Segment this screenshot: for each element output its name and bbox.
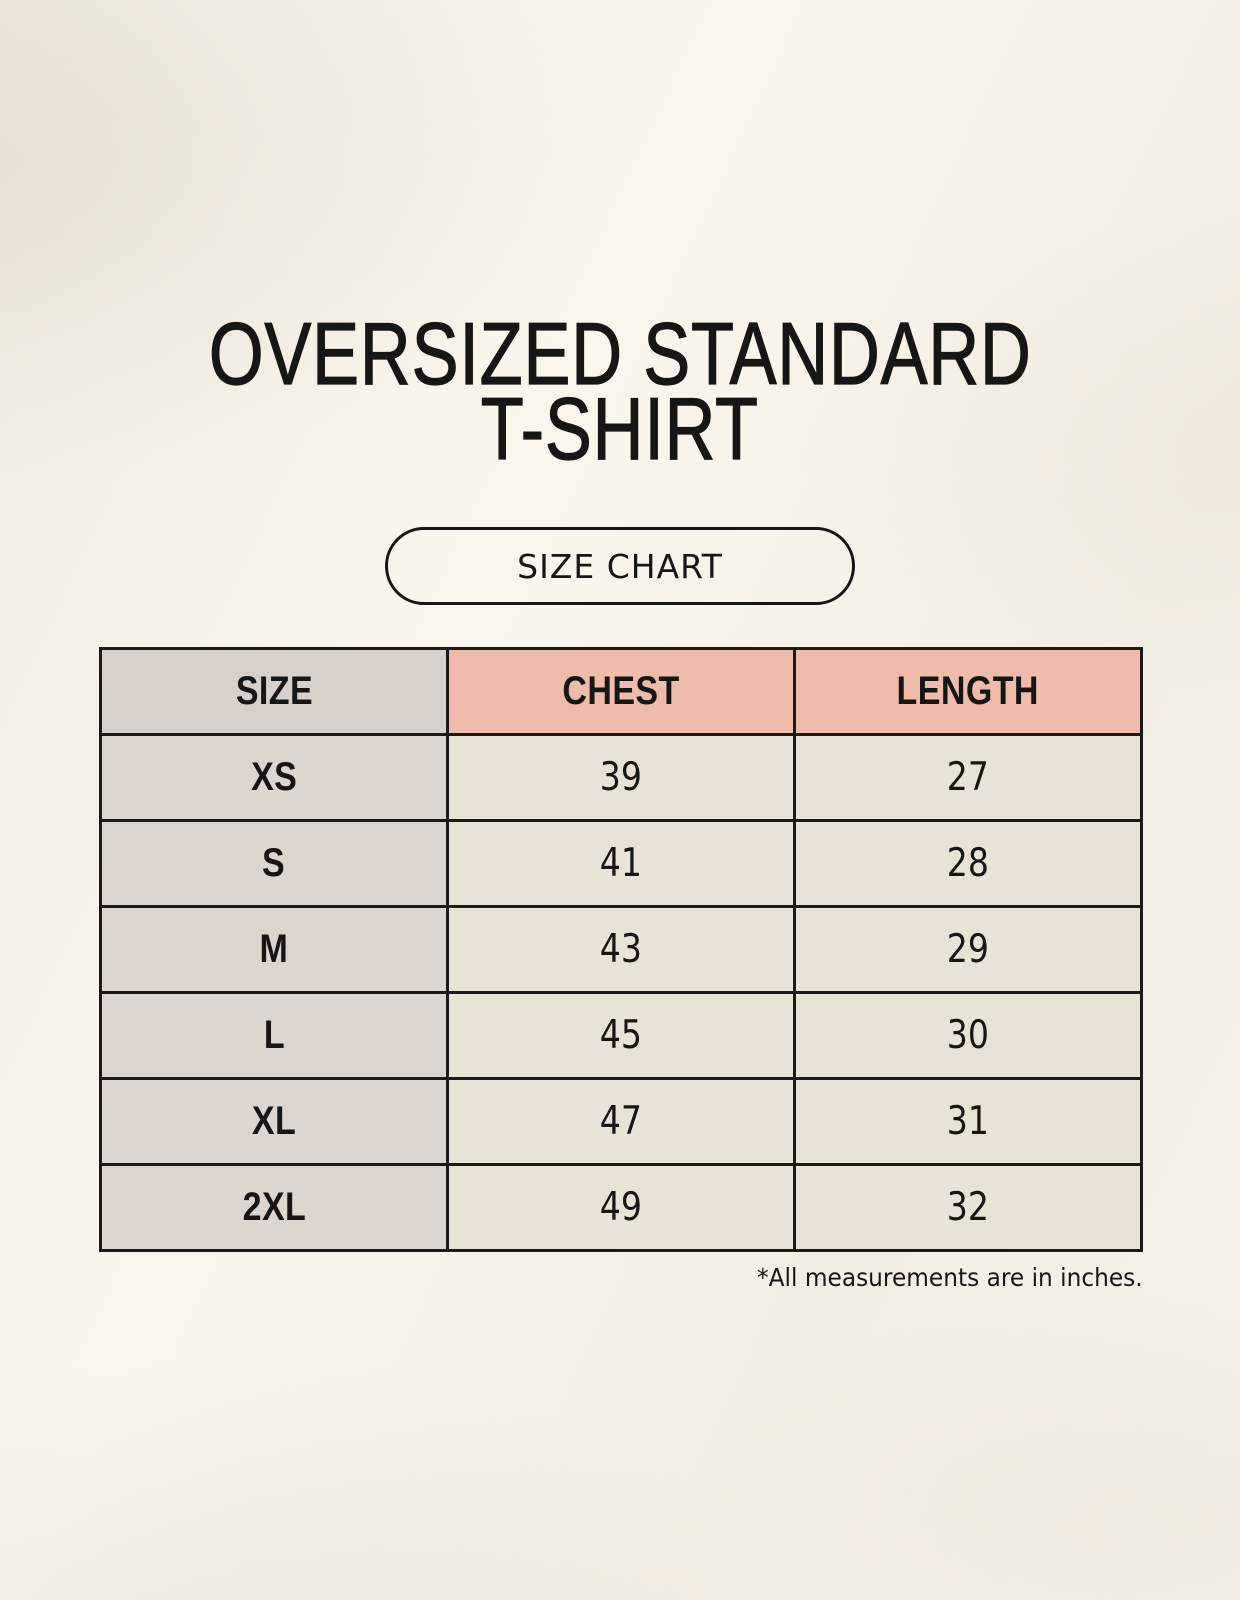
- size-label-l: L: [102, 994, 446, 1077]
- chest-value-m: 43: [449, 908, 793, 991]
- chest-value-xl: 47: [449, 1080, 793, 1163]
- size-chart-button-label: SIZE CHART: [517, 546, 723, 586]
- chest-value-s: 41: [449, 822, 793, 905]
- length-value-m: 29: [796, 908, 1140, 991]
- chest-value-2xl: 49: [449, 1166, 793, 1249]
- table-header-size: SIZE: [102, 650, 446, 733]
- page-title-line-1: OVERSIZED STANDARD: [208, 304, 1032, 403]
- page-title-line-2: T-SHIRT: [480, 379, 760, 478]
- size-label-m: M: [102, 908, 446, 991]
- length-value-xs: 27: [796, 736, 1140, 819]
- size-label-s: S: [102, 822, 446, 905]
- length-value-l: 30: [796, 994, 1140, 1077]
- size-chart-button[interactable]: [385, 527, 855, 605]
- chest-value-l: 45: [449, 994, 793, 1077]
- measurements-footnote: *All measurements are in inches.: [757, 1263, 1143, 1292]
- size-label-xs: XS: [102, 736, 446, 819]
- size-label-xl: XL: [102, 1080, 446, 1163]
- size-table: [99, 647, 1143, 1252]
- table-header-chest: CHEST: [449, 650, 793, 733]
- length-value-xl: 31: [796, 1080, 1140, 1163]
- table-header-length: LENGTH: [796, 650, 1140, 733]
- length-value-s: 28: [796, 822, 1140, 905]
- length-value-2xl: 32: [796, 1166, 1140, 1249]
- chest-value-xs: 39: [449, 736, 793, 819]
- page-title: [0, 304, 1240, 478]
- size-label-2xl: 2XL: [102, 1166, 446, 1249]
